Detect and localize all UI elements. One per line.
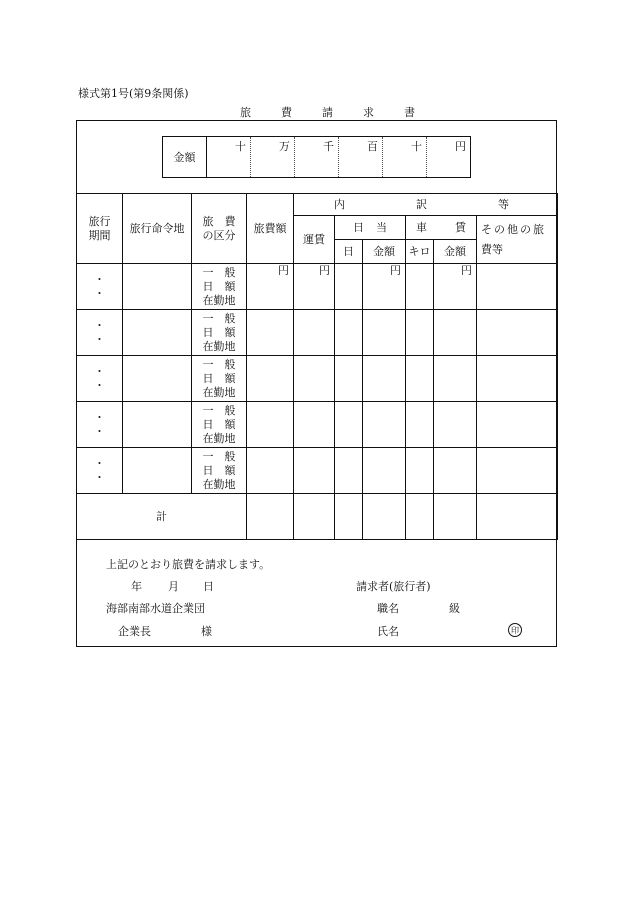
header-other: その他の旅 費等 <box>477 216 558 264</box>
fare-cell[interactable]: 円 <box>294 264 335 310</box>
fare-cell[interactable] <box>294 356 335 402</box>
fare-cell[interactable] <box>294 448 335 494</box>
order-place-cell[interactable] <box>123 448 192 494</box>
organization-name: 海部南部水道企業団 <box>106 602 205 615</box>
amount-digit-cell[interactable]: 円 <box>455 140 466 153</box>
header-category: 旅 費 の区分 <box>192 194 247 264</box>
other-cell[interactable] <box>477 448 558 494</box>
name-label: 氏名 <box>377 625 399 638</box>
daily-amount-cell[interactable] <box>363 356 406 402</box>
title-char: 書 <box>404 106 415 119</box>
category-cell: 一 般 日 額 在勤地 <box>192 356 247 402</box>
daily-amount-cell[interactable]: 円 <box>363 264 406 310</box>
order-place-cell[interactable] <box>123 264 192 310</box>
header-km: キロ <box>406 240 434 264</box>
header-car: 車 賃 <box>406 216 477 240</box>
title-char: 求 <box>363 106 374 119</box>
daily-days-cell[interactable] <box>335 402 363 448</box>
header-fare: 運賃 <box>294 216 335 264</box>
total-fare-cell[interactable] <box>294 494 335 540</box>
period-cell[interactable]: ・ ・ <box>77 356 123 402</box>
amount-digit-cell[interactable]: 千 <box>295 137 339 177</box>
total-car-amount-cell[interactable] <box>434 494 477 540</box>
date-day-label: 日 <box>203 580 214 593</box>
total-daily-days-cell[interactable] <box>335 494 363 540</box>
category-cell: 一 般 日 額 在勤地 <box>192 448 247 494</box>
period-cell[interactable]: ・ ・ <box>77 448 123 494</box>
amount-digit-cell[interactable]: 十 <box>207 137 251 177</box>
fare-cell[interactable] <box>294 310 335 356</box>
daily-amount-cell[interactable] <box>363 448 406 494</box>
total-car-km-cell[interactable] <box>406 494 434 540</box>
table-row <box>77 356 558 402</box>
car-amount-cell[interactable]: 円 <box>434 264 477 310</box>
order-place-cell[interactable] <box>123 402 192 448</box>
period-cell[interactable]: ・ ・ <box>77 402 123 448</box>
header-period: 旅行 期間 <box>77 194 123 264</box>
amount-digit-cell[interactable]: 百 <box>339 137 383 177</box>
expense-table <box>76 193 558 540</box>
travel-cost-cell[interactable]: 円 <box>247 264 294 310</box>
header-order-place: 旅行命令地 <box>123 194 192 264</box>
table-row <box>77 402 558 448</box>
grade-label: 級 <box>449 602 460 615</box>
car-amount-cell[interactable] <box>434 310 477 356</box>
header-day: 日 <box>335 240 363 264</box>
total-daily-amount-cell[interactable] <box>363 494 406 540</box>
director-label: 企業長 <box>118 625 151 638</box>
seal-icon: 印 <box>508 623 522 637</box>
total-other-cell[interactable] <box>477 494 558 540</box>
car-km-cell[interactable] <box>406 264 434 310</box>
travel-cost-cell[interactable] <box>247 356 294 402</box>
table-row <box>77 448 558 494</box>
car-km-cell[interactable] <box>406 402 434 448</box>
car-amount-cell[interactable] <box>434 402 477 448</box>
category-cell: 一 般 日 額 在勤地 <box>192 402 247 448</box>
other-cell[interactable] <box>477 356 558 402</box>
period-cell[interactable]: ・ ・ <box>77 264 123 310</box>
other-cell[interactable] <box>477 402 558 448</box>
period-cell[interactable]: ・ ・ <box>77 310 123 356</box>
table-row <box>77 310 558 356</box>
travel-cost-cell[interactable] <box>247 402 294 448</box>
amount-label: 金額 <box>163 137 207 177</box>
category-cell: 一 般 日 額 在勤地 <box>192 310 247 356</box>
travel-cost-cell[interactable] <box>247 448 294 494</box>
header-travel-cost: 旅費額 <box>247 194 294 264</box>
car-amount-cell[interactable] <box>434 448 477 494</box>
total-label: 計 <box>77 494 247 540</box>
date-month-label: 月 <box>168 580 179 593</box>
daily-days-cell[interactable] <box>335 356 363 402</box>
other-cell[interactable] <box>477 264 558 310</box>
other-cell[interactable] <box>477 310 558 356</box>
order-place-cell[interactable] <box>123 356 192 402</box>
amount-digit-cell[interactable]: 十 <box>383 137 427 177</box>
category-cell: 一 般 日 額 在勤地 <box>192 264 247 310</box>
total-travel-cost-cell[interactable] <box>247 494 294 540</box>
header-amount2: 金額 <box>434 240 477 264</box>
table-row <box>77 264 558 310</box>
header-daily: 日 当 <box>335 216 406 240</box>
form-title <box>240 104 415 120</box>
form-number-label: 様式第1号(第9条関係) <box>78 87 189 100</box>
title-char: 費 <box>281 106 292 119</box>
car-km-cell[interactable] <box>406 448 434 494</box>
travel-cost-cell[interactable] <box>247 310 294 356</box>
daily-days-cell[interactable] <box>335 448 363 494</box>
header-amount: 金額 <box>363 240 406 264</box>
fare-cell[interactable] <box>294 402 335 448</box>
daily-amount-cell[interactable] <box>363 402 406 448</box>
title-char: 旅 <box>240 106 251 119</box>
car-amount-cell[interactable] <box>434 356 477 402</box>
title-char: 請 <box>322 106 333 119</box>
daily-amount-cell[interactable] <box>363 310 406 356</box>
car-km-cell[interactable] <box>406 310 434 356</box>
amount-digit-cell[interactable]: 万 <box>251 137 295 177</box>
claimant-label: 請求者(旅行者) <box>356 580 431 593</box>
sama-label: 様 <box>201 625 212 638</box>
daily-days-cell[interactable] <box>335 310 363 356</box>
total-row <box>77 494 558 540</box>
daily-days-cell[interactable] <box>335 264 363 310</box>
amount-box <box>162 136 471 178</box>
car-km-cell[interactable] <box>406 356 434 402</box>
date-year-label: 年 <box>131 580 142 593</box>
order-place-cell[interactable] <box>123 310 192 356</box>
position-label: 職名 <box>377 602 399 615</box>
header-breakdown: 内 訳 等 <box>294 194 558 216</box>
claim-statement: 上記のとおり旅費を請求します。 <box>106 558 271 571</box>
